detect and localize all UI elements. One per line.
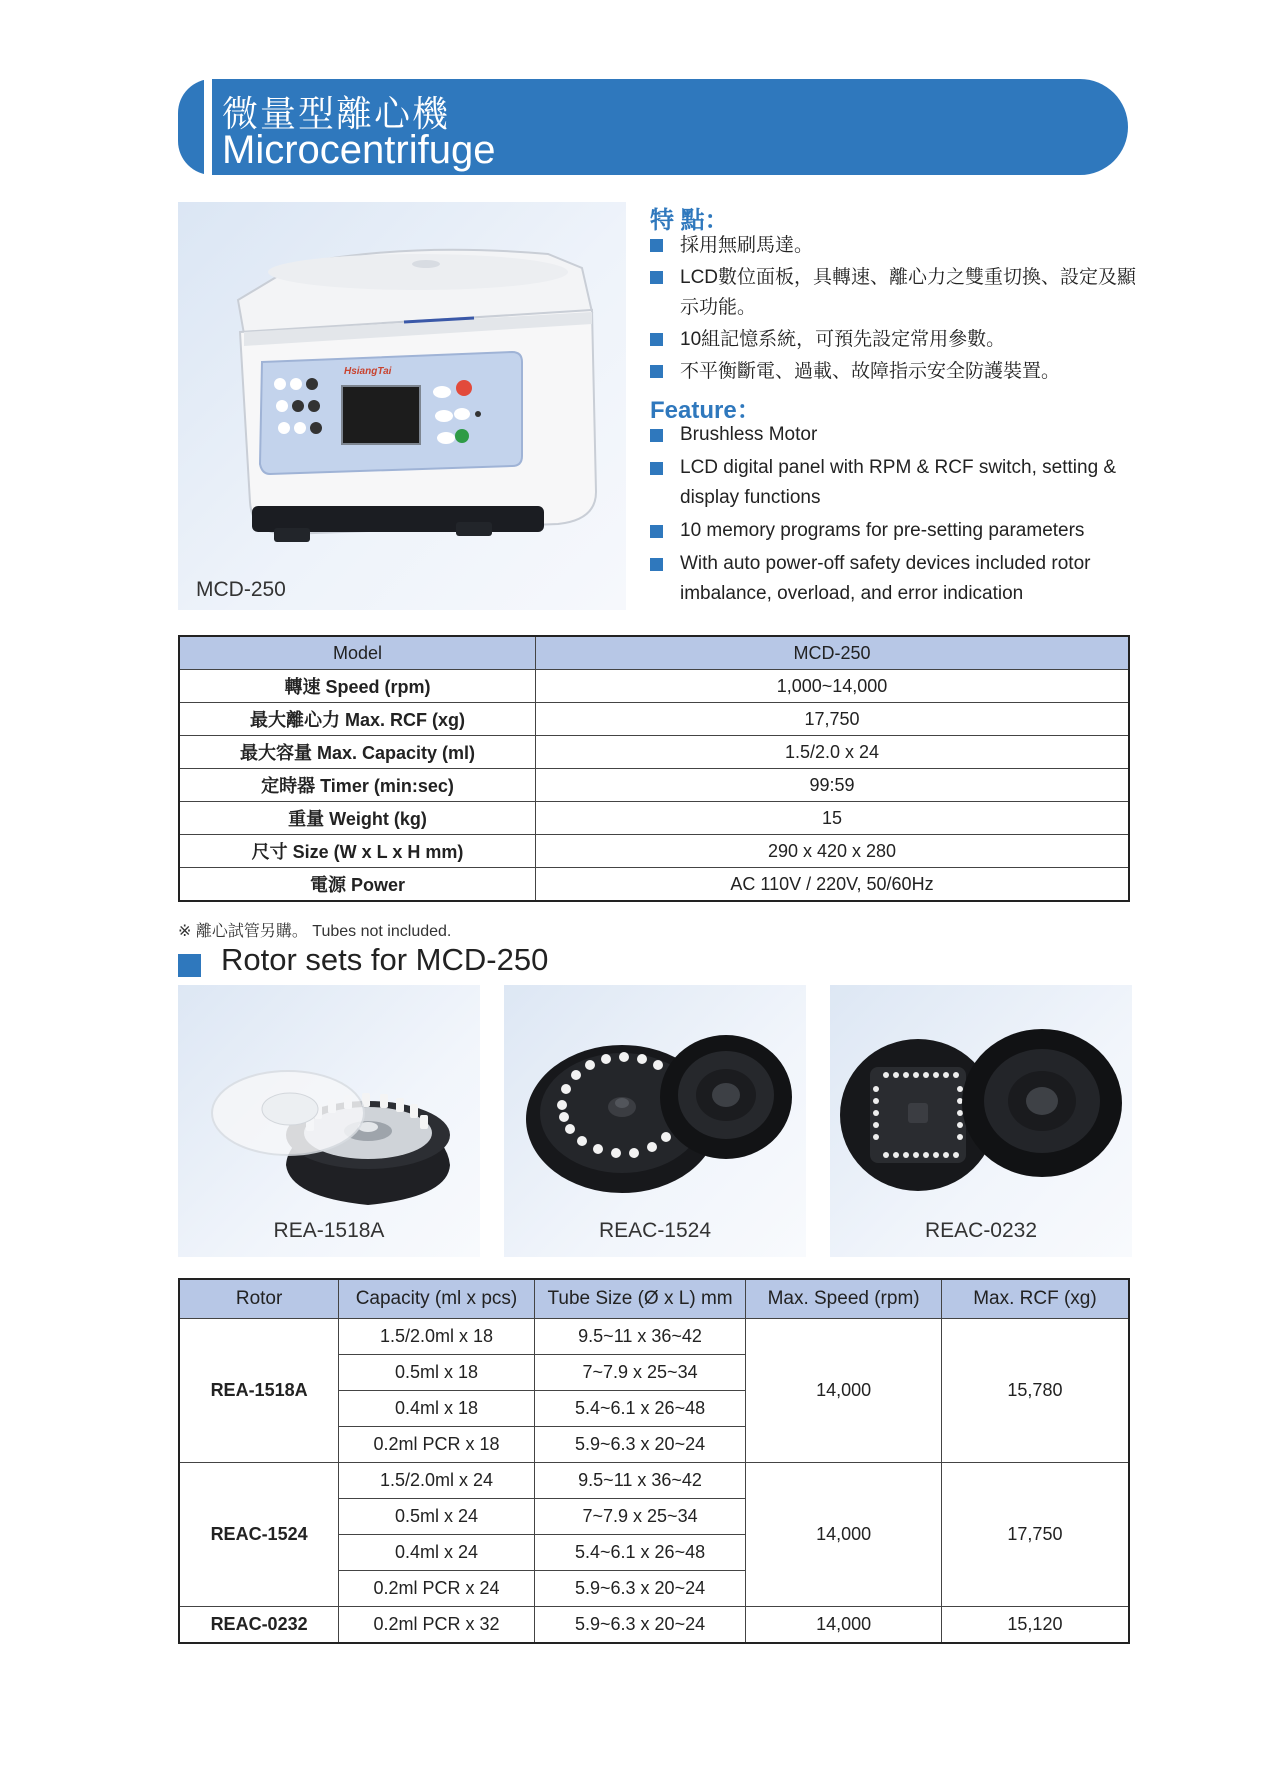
- table-row: 尺寸 Size (W x L x H mm) 290 x 420 x 280: [179, 835, 1129, 868]
- table-row: 最大容量 Max. Capacity (ml) 1.5/2.0 x 24: [179, 736, 1129, 769]
- bullet-square-icon: [650, 429, 663, 442]
- table-row: 重量 Weight (kg) 15: [179, 802, 1129, 835]
- max-rcf: 15,120: [941, 1607, 1129, 1644]
- table-row: REAC-0232 0.2ml PCR x 32 5.9~6.3 x 20~24 14,000 15,120: [179, 1607, 1129, 1644]
- column-header: Model: [179, 636, 536, 670]
- product-photo: [178, 202, 626, 610]
- column-header: Max. RCF (xg): [941, 1279, 1129, 1319]
- section-square-icon: [178, 954, 201, 977]
- bullet-square-icon: [650, 365, 663, 378]
- rotor-image-rea-1518a: [178, 985, 480, 1257]
- spec-table: [178, 635, 1130, 902]
- bullet-square-icon: [650, 333, 663, 346]
- list-item: 採用無刷馬達。: [650, 231, 1150, 261]
- max-speed: 14,000: [746, 1319, 942, 1463]
- bullet-square-icon: [650, 558, 663, 571]
- column-header: Capacity (ml x pcs): [339, 1279, 535, 1319]
- rotor-illustration: [830, 985, 1132, 1257]
- table-row: 0.5ml x 24 7~7.9 x 25~34: [179, 1499, 1129, 1535]
- rotor-image-label: REAC-0232: [924, 1219, 1038, 1242]
- rotor-image-label: REAC-1524: [598, 1219, 712, 1242]
- banner-divider: [204, 79, 212, 175]
- rotor-illustration: [504, 985, 806, 1257]
- rotor-illustration: [178, 985, 480, 1257]
- list-item: 10 memory programs for pre-setting parameters: [650, 516, 1152, 546]
- features-zh-list: [650, 231, 1150, 389]
- list-item: 10組記憶系統，可預先設定常用參數。: [650, 325, 1150, 355]
- rotor-name: REAC-1524: [179, 1463, 339, 1607]
- table-row: 0.2ml PCR x 24 5.9~6.3 x 20~24: [179, 1571, 1129, 1607]
- bullet-square-icon: [650, 462, 663, 475]
- rotor-name: REAC-0232: [179, 1607, 339, 1644]
- column-header: Tube Size (Ø x L) mm: [534, 1279, 746, 1319]
- column-header: Rotor: [179, 1279, 339, 1319]
- max-rcf: 17,750: [941, 1463, 1129, 1607]
- centrifuge-illustration: [178, 202, 626, 610]
- table-row: 0.4ml x 24 5.4~6.1 x 26~48: [179, 1535, 1129, 1571]
- rotor-table: [178, 1278, 1130, 1644]
- product-model-label: MCD-250: [196, 578, 286, 601]
- rotor-section-title: Rotor sets for MCD-250: [221, 942, 549, 977]
- table-row: 定時器 Timer (min:sec) 99:59: [179, 769, 1129, 802]
- page-title-en: Microcentrifuge: [222, 128, 496, 172]
- page-title-zh: 微量型離心機: [222, 93, 451, 134]
- list-item: With auto power-off safety devices included rotor imbalance, overload, and error indication: [650, 549, 1152, 609]
- rotor-image-reac-0232: [830, 985, 1132, 1257]
- list-item: Brushless Motor: [650, 420, 1152, 450]
- table-row: 0.2ml PCR x 18 5.9~6.3 x 20~24: [179, 1427, 1129, 1463]
- max-speed: 14,000: [746, 1607, 942, 1644]
- list-item: 不平衡斷電、過載、故障指示安全防護裝置。: [650, 357, 1150, 387]
- list-item: LCD digital panel with RPM & RCF switch, setting & display functions: [650, 453, 1152, 513]
- column-header: Max. Speed (rpm): [746, 1279, 942, 1319]
- table-header-row: [179, 636, 1129, 670]
- rotor-image-reac-1524: [504, 985, 806, 1257]
- features-en-heading: Feature：: [650, 397, 761, 424]
- table-header-row: [179, 1279, 1129, 1319]
- table-row: REAC-1524 1.5/2.0ml x 24 9.5~11 x 36~42 14,000 17,750: [179, 1463, 1129, 1499]
- rotor-name: REA-1518A: [179, 1319, 339, 1463]
- bullet-square-icon: [650, 525, 663, 538]
- max-rcf: 15,780: [941, 1319, 1129, 1463]
- brand-logo-text: HsiangTai: [344, 366, 392, 377]
- max-speed: 14,000: [746, 1463, 942, 1607]
- column-header: MCD-250: [536, 636, 1130, 670]
- table-row: 最大離心力 Max. RCF (xg) 17,750: [179, 703, 1129, 736]
- features-en-list: [650, 420, 1152, 612]
- list-item: LCD數位面板，具轉速、離心力之雙重切換、設定及顯示功能。: [650, 263, 1150, 323]
- bullet-square-icon: [650, 271, 663, 284]
- bullet-square-icon: [650, 239, 663, 252]
- rotor-image-label: REA-1518A: [273, 1219, 385, 1242]
- table-row: 轉速 Speed (rpm) 1,000~14,000: [179, 670, 1129, 703]
- table-row: 0.5ml x 18 7~7.9 x 25~34: [179, 1355, 1129, 1391]
- table-row: 電源 Power AC 110V / 220V, 50/60Hz: [179, 868, 1129, 902]
- features-zh-heading: 特 點：: [650, 207, 729, 234]
- tubes-note: ※ 離心試管另購。 Tubes not included.: [178, 923, 452, 940]
- table-row: REA-1518A 1.5/2.0ml x 18 9.5~11 x 36~42 14,000 15,780: [179, 1319, 1129, 1355]
- table-row: 0.4ml x 18 5.4~6.1 x 26~48: [179, 1391, 1129, 1427]
